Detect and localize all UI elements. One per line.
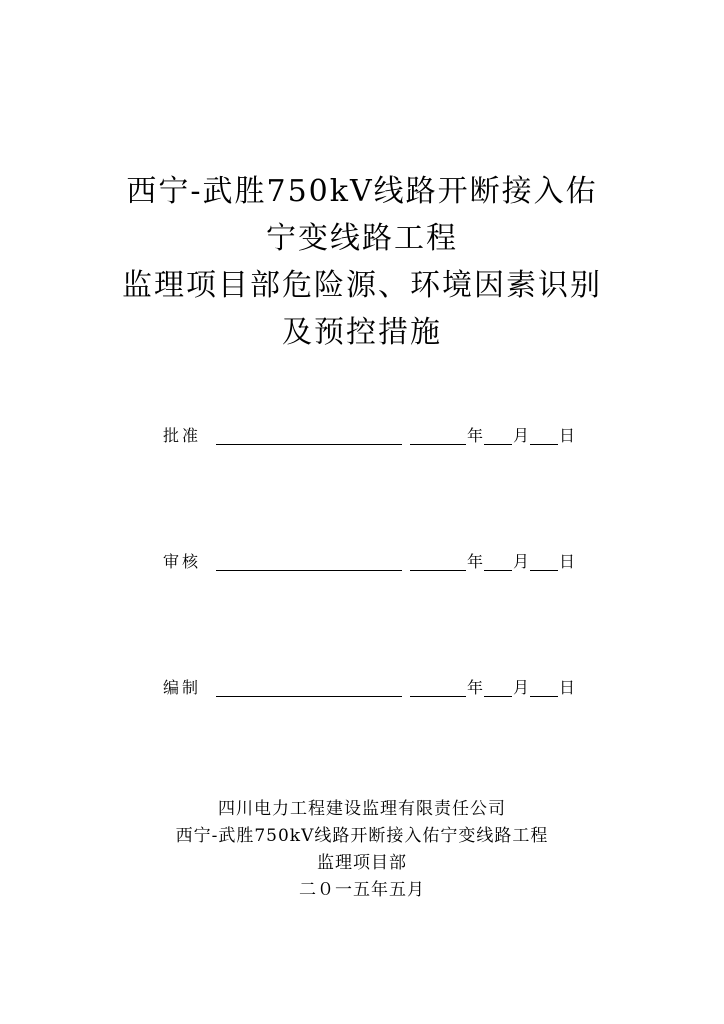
title-line-4: 及预控措施 xyxy=(282,315,442,350)
approval-signature-row xyxy=(163,424,583,448)
title-line-3: 监理项目部危险源、环境因素识别 xyxy=(122,268,602,303)
approval-day-line xyxy=(530,444,558,445)
footer-company: 四川电力工程建设监理有限责任公司 xyxy=(218,799,506,819)
title-line-2: 宁变线路工程 xyxy=(266,221,458,256)
compile-label: 编制 xyxy=(163,678,202,697)
review-label: 审核 xyxy=(163,552,202,571)
document-title xyxy=(0,168,724,356)
review-month-unit: 月 xyxy=(513,552,530,571)
compile-month-unit: 月 xyxy=(513,678,530,697)
footer-date: 二０一五年五月 xyxy=(299,880,425,900)
approval-label: 批准 xyxy=(163,426,202,445)
compile-day-unit: 日 xyxy=(559,678,576,697)
review-year-line xyxy=(410,570,466,571)
compile-month-line xyxy=(484,696,512,697)
title-line-1: 西宁-武胜750kV线路开断接入佑 xyxy=(126,174,598,209)
review-day-line xyxy=(530,570,558,571)
compile-signature-row xyxy=(163,676,583,700)
review-signature-row xyxy=(163,550,583,574)
approval-year-line xyxy=(410,444,466,445)
approval-month-line xyxy=(484,444,512,445)
review-name-line xyxy=(216,570,402,571)
document-footer xyxy=(0,796,724,904)
review-day-unit: 日 xyxy=(559,552,576,571)
approval-month-unit: 月 xyxy=(513,426,530,445)
compile-day-line xyxy=(530,696,558,697)
footer-department: 监理项目部 xyxy=(317,853,407,873)
compile-year-unit: 年 xyxy=(467,678,484,697)
compile-name-line xyxy=(216,696,402,697)
review-month-line xyxy=(484,570,512,571)
review-year-unit: 年 xyxy=(467,552,484,571)
compile-year-line xyxy=(410,696,466,697)
approval-name-line xyxy=(216,444,402,445)
approval-year-unit: 年 xyxy=(467,426,484,445)
footer-project: 西宁-武胜750kV线路开断接入佑宁变线路工程 xyxy=(175,826,549,846)
approval-day-unit: 日 xyxy=(559,426,576,445)
